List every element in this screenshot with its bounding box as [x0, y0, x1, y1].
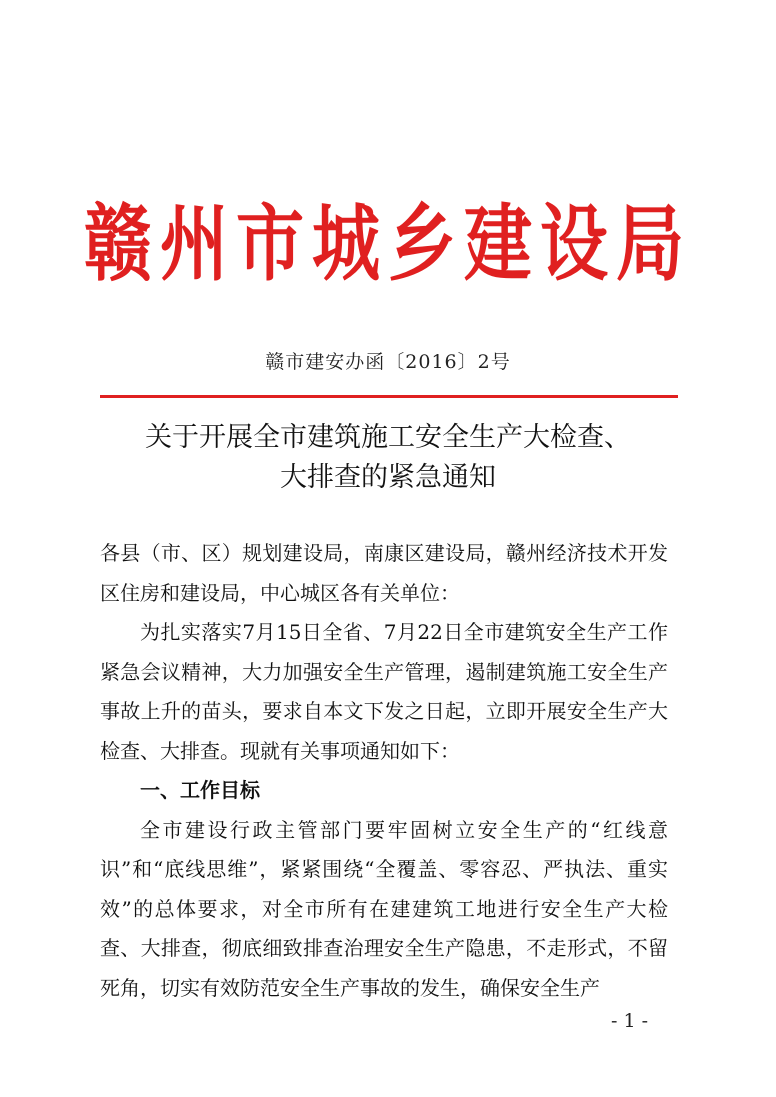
page-number: - 1 - [610, 1010, 648, 1032]
section-1-paragraph: 全市建设行政主管部门要牢固树立安全生产的“红线意识”和“底线思维”，紧紧围绕“全覆盖、零容忍、严执法、重实效”的总体要求，对全市所有在建建筑工地进行安全生产大检查、大排查，彻底细致排查治理安全生产隐患，不走形式，不留死角，切实有效防范安全生产事故的发生，确保安全生产 [100, 817, 668, 1000]
agency-header: 赣州市城乡建设局 [83, 196, 692, 294]
document-body [100, 534, 668, 1008]
document-title [0, 418, 776, 498]
document-number: 赣市建安办函〔2016〕2号 [265, 351, 511, 373]
title-line-1: 关于开展全市建筑施工安全生产大检查、 [145, 422, 631, 453]
intro-paragraph: 为扎实落实7月15日全省、7月22日全市建筑安全生产工作紧急会议精神，大力加强安全生产管理，遏制建筑施工安全生产事故上升的苗头，要求自本文下发之日起，立即开展安全生产大检查、大排查。现就有关事项通知如下： [100, 620, 668, 763]
section-1-heading: 一、工作目标 [140, 778, 260, 802]
title-line-2: 大排查的紧急通知 [280, 462, 496, 493]
addressee-paragraph: 各县（市、区）规划建设局，南康区建设局，赣州经济技术开发区住房和建设局，中心城区各有关单位： [100, 541, 668, 605]
red-divider [100, 395, 678, 398]
